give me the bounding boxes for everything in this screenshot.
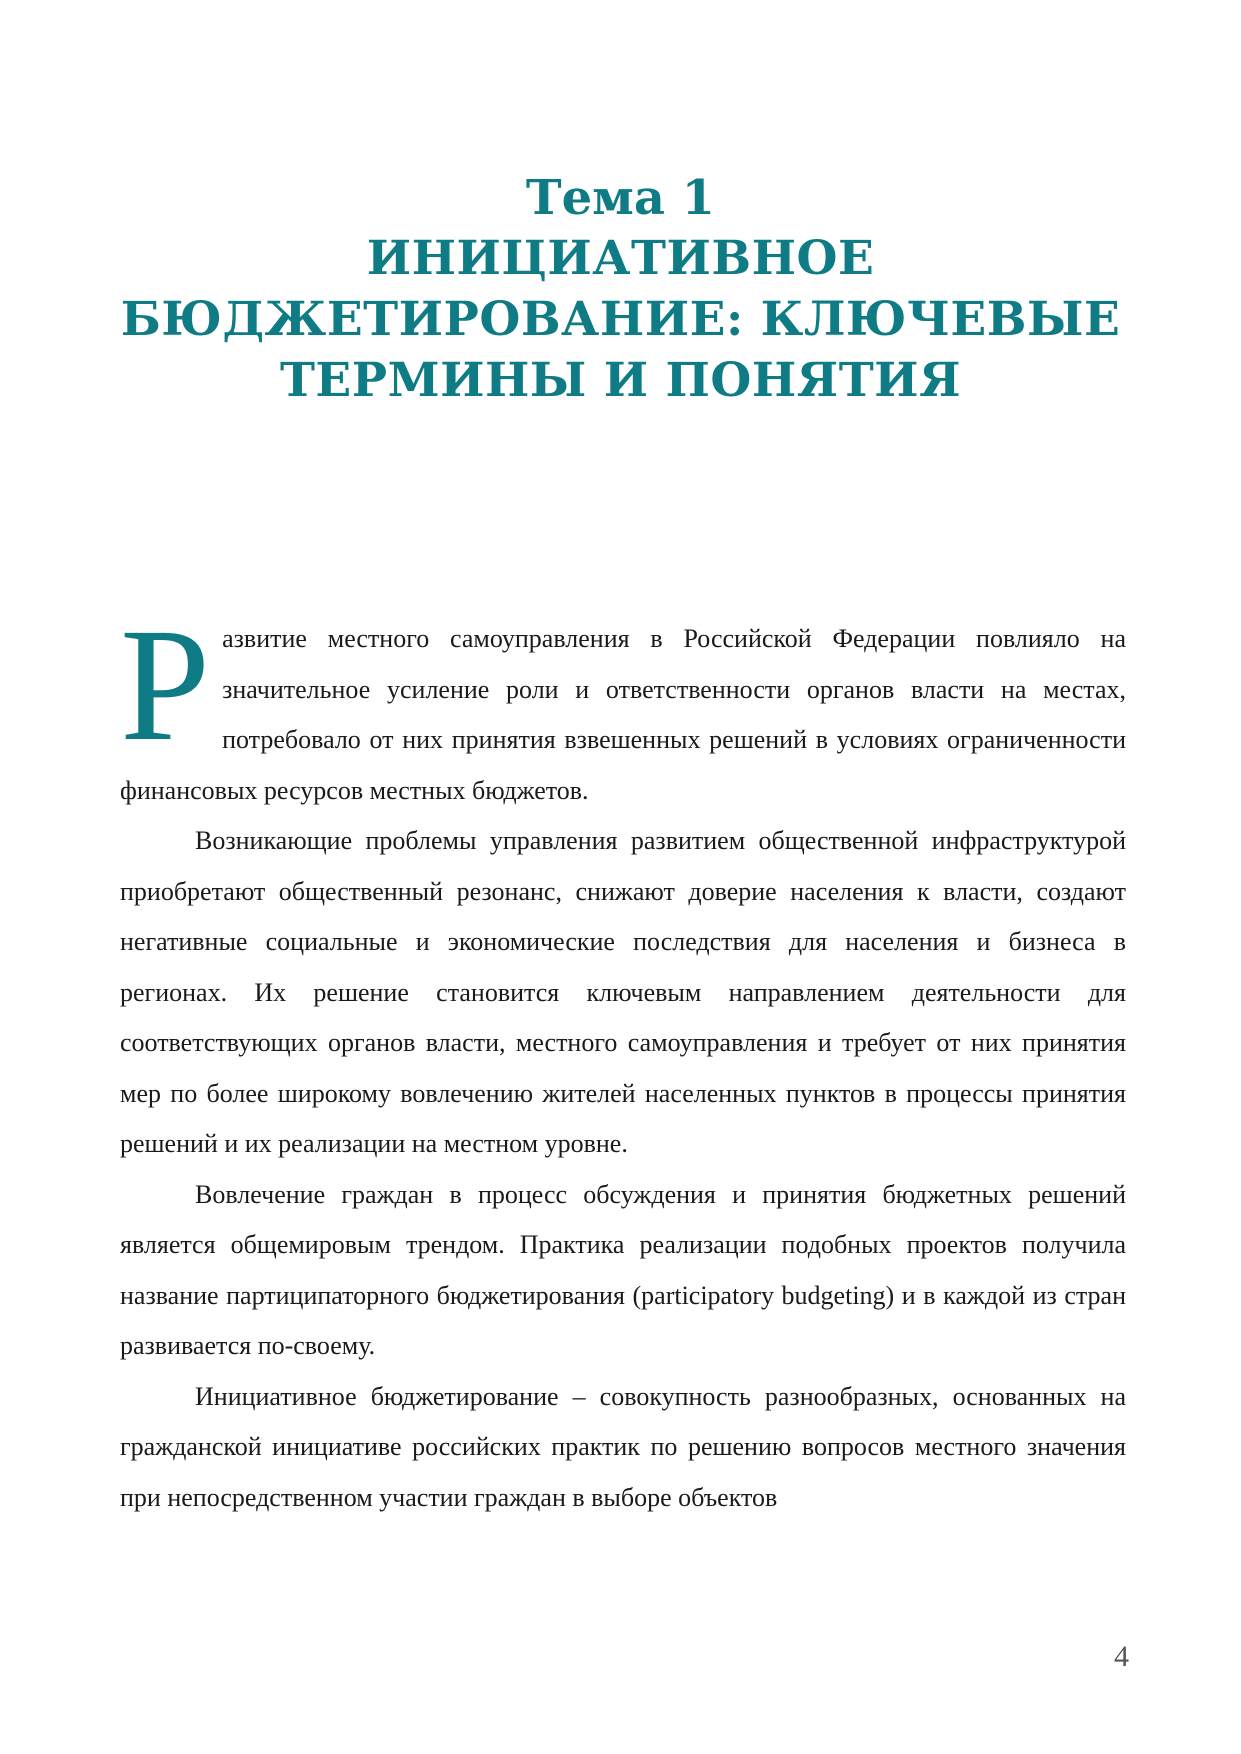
paragraph-1 [120, 596, 1126, 816]
chapter-title-line-2: БЮДЖЕТИРОВАНИЕ: КЛЮЧЕВЫЕ [120, 292, 1121, 347]
paragraph-2: Возникающие проблемы управления развитием общественной инфраструктурой приобретают общественный резонанс, снижают доверие населения к власти, создают негативные социальные и экономические последствия для населения и бизнеса в регионах. Их решение становится ключевым направлением деятельности для соответствующих органов власти, местного самоуправления и требует от них принятия мер по более широкому вовлечению жителей населенных пунктов в процессы принятия решений и их реализации на местном уровне. [120, 826, 1126, 1158]
chapter-title-line-3: ТЕРМИНЫ И ПОНЯТИЯ [279, 353, 962, 408]
page-number: 4 [1114, 1640, 1129, 1673]
drop-cap: Р [120, 596, 211, 775]
paragraph-4: Инициативное бюджетирование – совокупность разнообразных, основанных на гражданской инициативе российских практик по решению вопросов местного значения при непосредственном участии граждан в выборе объектов [120, 1381, 1126, 1512]
chapter-title-line-1: ИНИЦИАТИВНОЕ [366, 231, 875, 286]
topic-number: Тема 1 [525, 170, 716, 226]
paragraph-1-text: азвитие местного самоуправления в Российской Федерации повлияло на значительное усиление роли и ответственности органов власти на местах, потребовало от них принятия взвешенных решений в условиях ограниченности финансовых ресурсов местных бюджетов. [120, 624, 1126, 805]
body-text [120, 596, 1126, 1523]
paragraph-3: Вовлечение граждан в процесс обсуждения и принятия бюджетных решений является общемировым трендом. Практика реализации подобных проектов получила название партиципаторного бюджетирования (participatory budgeting) и в каждой из стран развивается по-своему. [120, 1179, 1126, 1360]
chapter-heading [0, 168, 1241, 411]
